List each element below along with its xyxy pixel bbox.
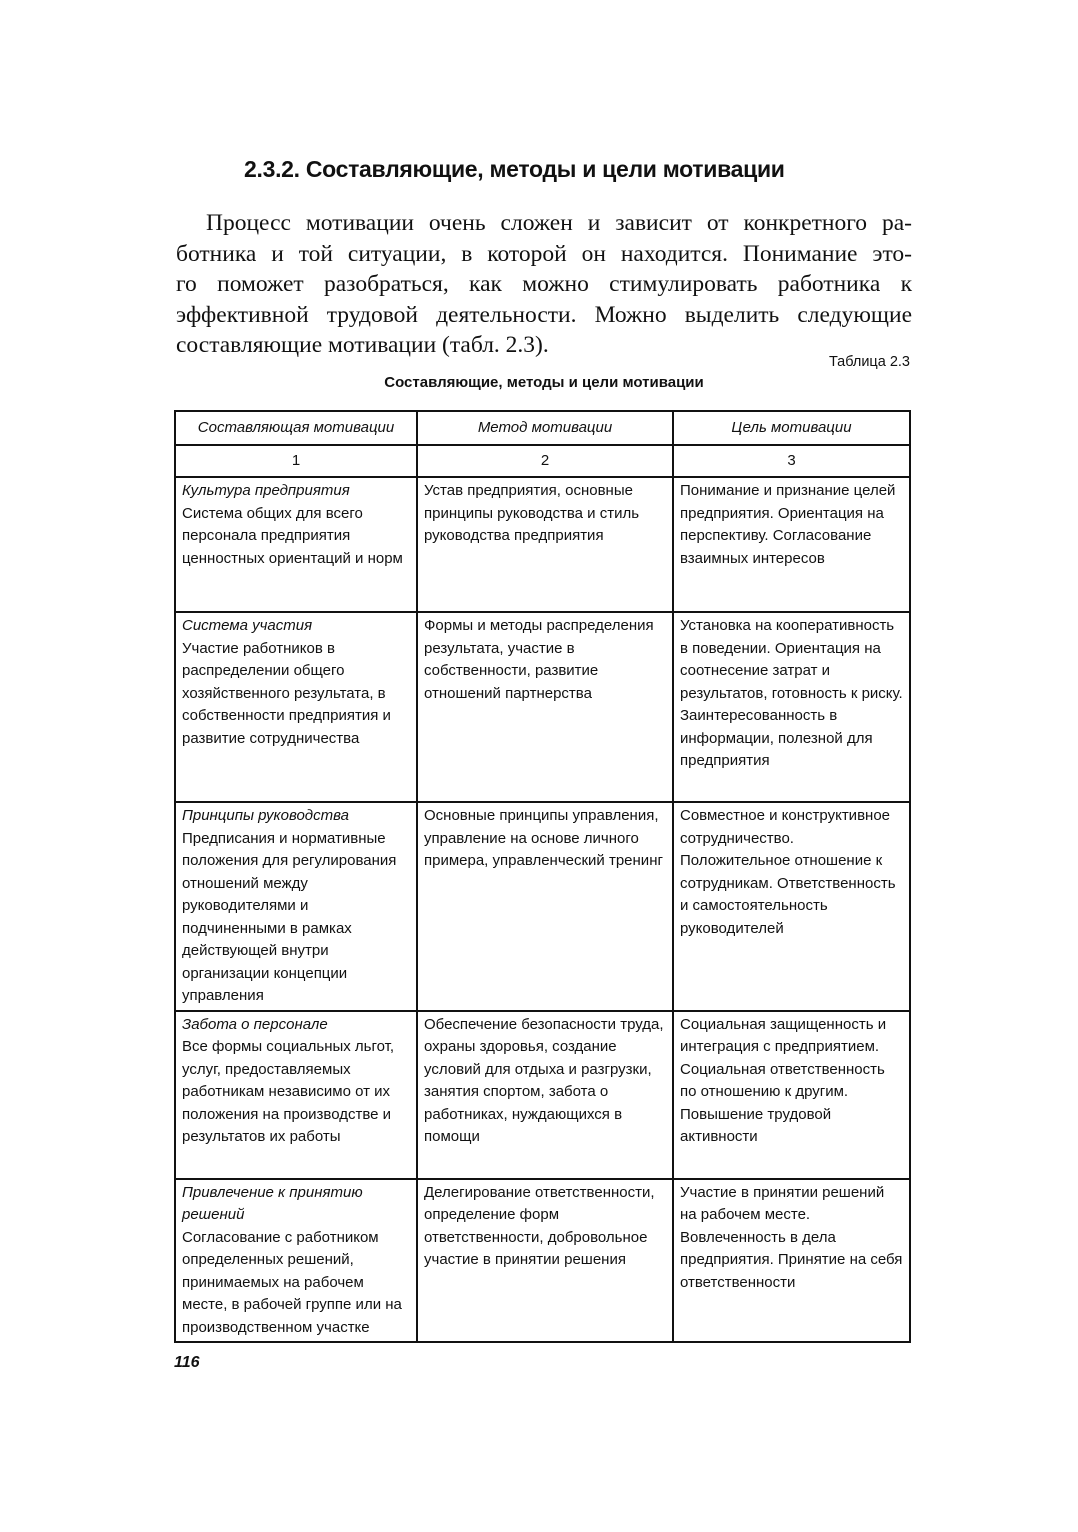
method-cell: Обеспечение безопасности труда, охраны здоровья, создание условий для отдыха и разгрузки, занятия спортом, забота о работниках, нуждающихся в помощи <box>417 1011 673 1179</box>
component-title: Культура предприятия <box>182 482 350 499</box>
component-cell <box>175 477 417 612</box>
method-cell: Основные принципы управления, управление на основе личного примера, управленческий тренинг <box>417 802 673 1011</box>
intro-line: Процесс мотивации очень сложен и зависит от конкретного ра- <box>206 210 912 236</box>
intro-line: го поможет разобраться, как можно стимулировать работника к <box>176 271 912 297</box>
method-cell: Делегирование ответственности, определение форм ответственности, добровольное участие в принятии решения <box>417 1179 673 1343</box>
motivation-table <box>174 410 911 1343</box>
table-row <box>175 1011 910 1179</box>
intro-paragraph <box>176 208 912 361</box>
column-number-row <box>175 445 910 477</box>
goal-cell: Участие в принятии решений на рабочем месте. Вовлеченность в дела предприятия. Принятие на себя ответственности <box>673 1179 910 1343</box>
table-row <box>175 477 910 612</box>
table-header-row <box>175 411 910 445</box>
table-row <box>175 802 910 1011</box>
column-number: 1 <box>175 445 417 477</box>
component-description: Предписания и нормативные положения для регулирования отношений между руководителями и подчиненными в рамках действующей внутри организации концепции управления <box>182 829 397 1004</box>
table-title: Составляющие, методы и цели мотивации <box>384 374 704 391</box>
intro-line: составляющие мотивации (табл. 2.3). <box>176 332 549 358</box>
table-row <box>175 612 910 802</box>
page-number: 116 <box>174 1354 200 1371</box>
header-component: Составляющая мотивации <box>175 411 417 445</box>
column-number: 2 <box>417 445 673 477</box>
component-cell <box>175 612 417 802</box>
header-method: Метод мотивации <box>417 411 673 445</box>
component-title: Привлечение к принятию решений <box>182 1183 363 1223</box>
component-title: Система участия <box>182 617 313 634</box>
component-description: Все формы социальных льгот, услуг, предоставляемых работникам независимо от их положения на производстве и результатов их работы <box>182 1038 395 1145</box>
component-cell <box>175 802 417 1011</box>
component-title: Принципы руководства <box>182 807 349 824</box>
component-cell <box>175 1011 417 1179</box>
table-row <box>175 1179 910 1343</box>
method-cell: Устав предприятия, основные принципы руководства и стиль руководства предприятия <box>417 477 673 612</box>
component-description: Участие работников в распределении общего хозяйственного результата, в собственности предприятия и развитие сотрудничества <box>182 639 391 747</box>
component-description: Система общих для всего персонала предприятия ценностных ориентаций и норм <box>182 504 403 567</box>
goal-cell: Понимание и признание целей предприятия. Ориентация на перспективу. Согласование взаимных интересов <box>673 477 910 612</box>
intro-line: эффективной трудовой деятельности. Можно выделить следующие <box>176 301 912 328</box>
header-goal: Цель мотивации <box>673 411 910 445</box>
goal-cell: Социальная защищенность и интеграция с предприятием. Социальная ответственность по отношению к другим. Повышение трудовой активности <box>673 1011 910 1179</box>
goal-cell: Совместное и конструктивное сотрудничество. Положительное отношение к сотрудникам. Ответственность и самостоятельность руководителей <box>673 802 910 1011</box>
intro-line: ботника и той ситуации, в которой он находится. Понимание это- <box>176 240 912 267</box>
component-description: Согласование с работником определенных решений, принимаемых на рабочем месте, в рабочей группе или на производственном участке <box>182 1228 402 1336</box>
section-heading: 2.3.2. Составляющие, методы и цели мотивации <box>244 156 785 182</box>
goal-cell: Установка на кооперативность в поведении. Ориентация на соотнесение затрат и результатов, готовность к риску. Заинтересованность в информации, полезной для предприятия <box>673 612 910 802</box>
component-title: Забота о персонале <box>182 1015 328 1033</box>
method-cell: Формы и методы распределения результата, участие в собственности, развитие отношений партнерства <box>417 612 673 802</box>
table-number: Таблица 2.3 <box>828 354 910 370</box>
component-cell <box>175 1179 417 1343</box>
column-number: 3 <box>673 445 910 477</box>
